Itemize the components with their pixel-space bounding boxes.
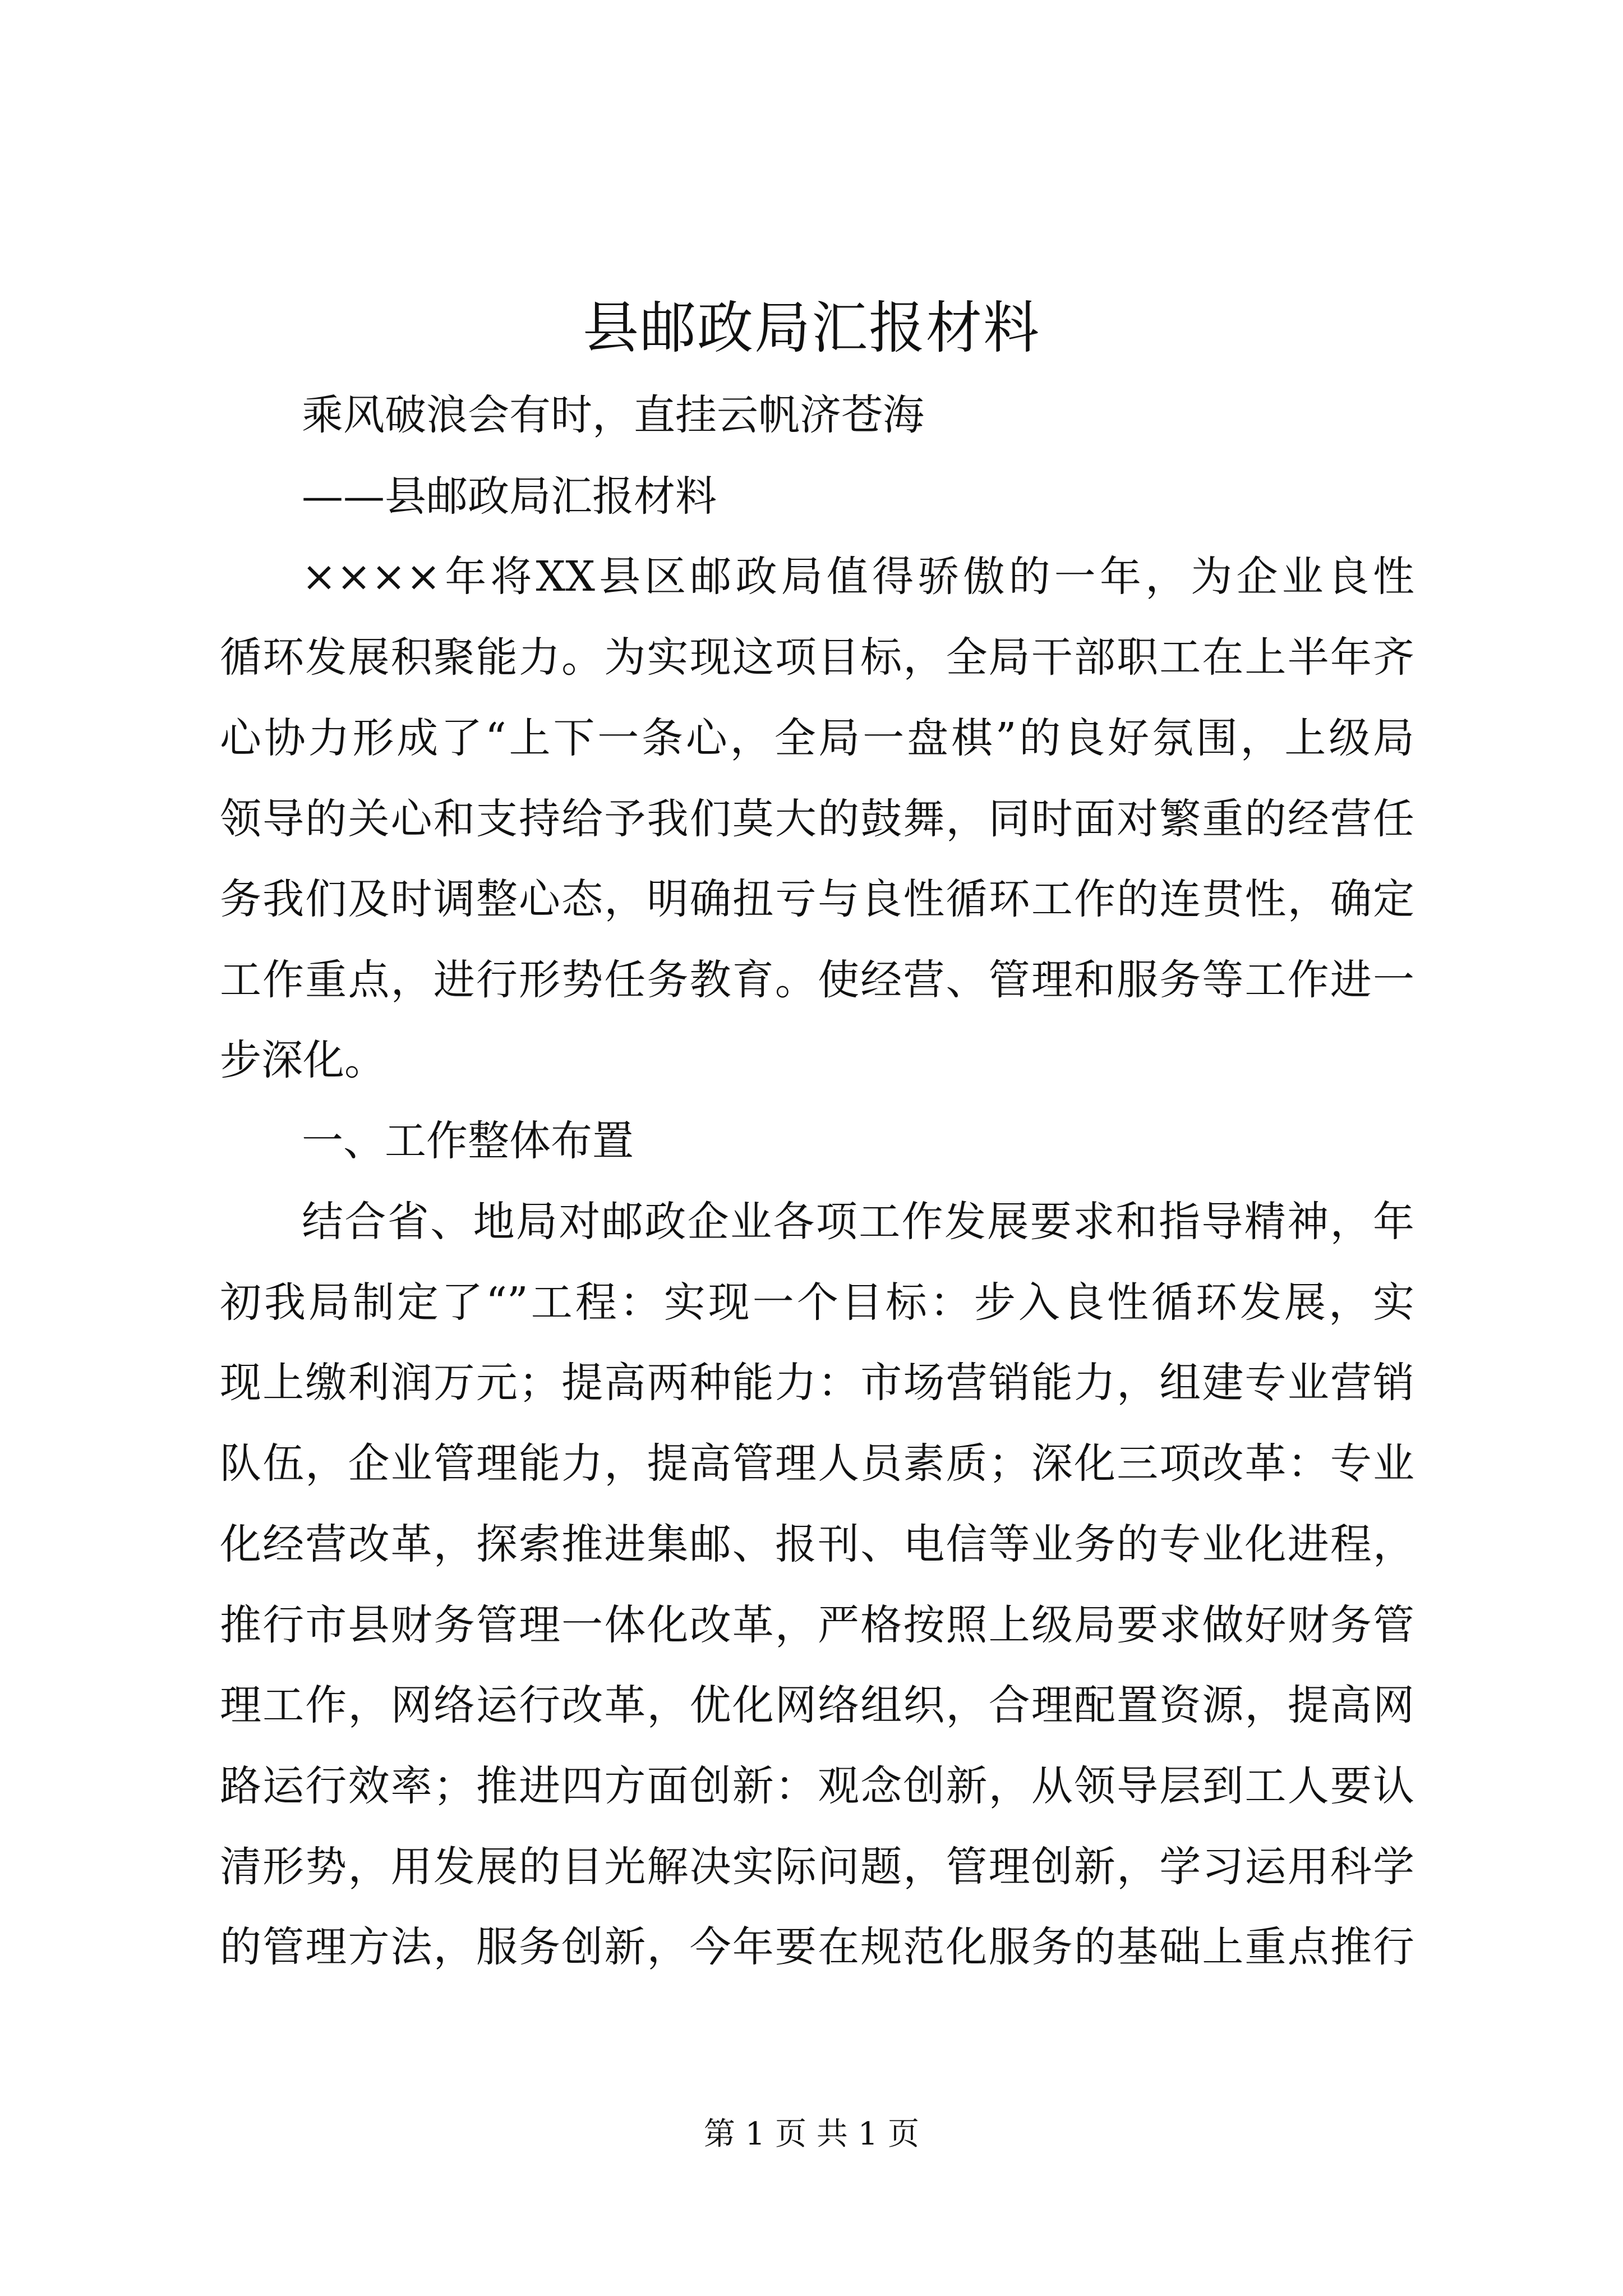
paragraph-1-line: 领导的关心和支持给予我们莫大的鼓舞，同时面对繁重的经营任 (220, 795, 1414, 843)
paragraph-2-line: 结合省、地局对邮政企业各项工作发展要求和指导精神，年 (302, 1198, 1414, 1246)
subtitle-line: 乘风破浪会有时，直挂云帆济苍海 (302, 391, 924, 439)
paragraph-2-line: 现上缴利润万元；提高两种能力：市场营销能力，组建专业营销 (220, 1359, 1414, 1407)
paragraph-2-line: 初我局制定了“”工程：实现一个目标：步入良性循环发展，实 (220, 1278, 1414, 1327)
paragraph-2-line: 路运行效率；推进四方面创新：观念创新，从领导层到工人要认 (220, 1762, 1414, 1810)
paragraph-1-line: 心协力形成了“上下一条心，全局一盘棋”的良好氛围，上级局 (220, 714, 1414, 762)
paragraph-2-line: 清形势，用发展的目光解决实际问题，管理创新，学习运用科学 (220, 1843, 1414, 1891)
paragraph-1-line: 工作重点，进行形势任务教育。使经营、管理和服务等工作进一 (220, 956, 1414, 1004)
paragraph-2-line: 的管理方法，服务创新，今年要在规范化服务的基础上重点推行 (220, 1923, 1414, 1971)
page-number-footer: 第 1 页 共 1 页 (703, 2116, 920, 2152)
subtitle-line: ——县邮政局汇报材料 (302, 472, 717, 521)
section-heading: 一、工作整体布置 (302, 1117, 634, 1165)
paragraph-1-line: 步深化。 (220, 1036, 386, 1084)
paragraph-2-line: 理工作，网络运行改革，优化网络组织，合理配置资源，提高网 (220, 1681, 1414, 1729)
paragraph-1-line: 务我们及时调整心态，明确扭亏与良性循环工作的连贯性，确定 (220, 875, 1414, 923)
paragraph-1-line: 循环发展积聚能力。为实现这项目标，全局干部职工在上半年齐 (220, 633, 1414, 682)
paragraph-2-line: 队伍，企业管理能力，提高管理人员素质；深化三项改革：专业 (220, 1439, 1414, 1488)
paragraph-2-line: 化经营改革，探索推进集邮、报刊、电信等业务的专业化进程， (220, 1520, 1414, 1568)
paragraph-2-line: 推行市县财务管理一体化改革，严格按照上级局要求做好财务管 (220, 1601, 1414, 1649)
paragraph-1-line: ××××年将XX县区邮政局值得骄傲的一年，为企业良性 (302, 553, 1414, 601)
document-title: 县邮政局汇报材料 (583, 295, 1040, 361)
